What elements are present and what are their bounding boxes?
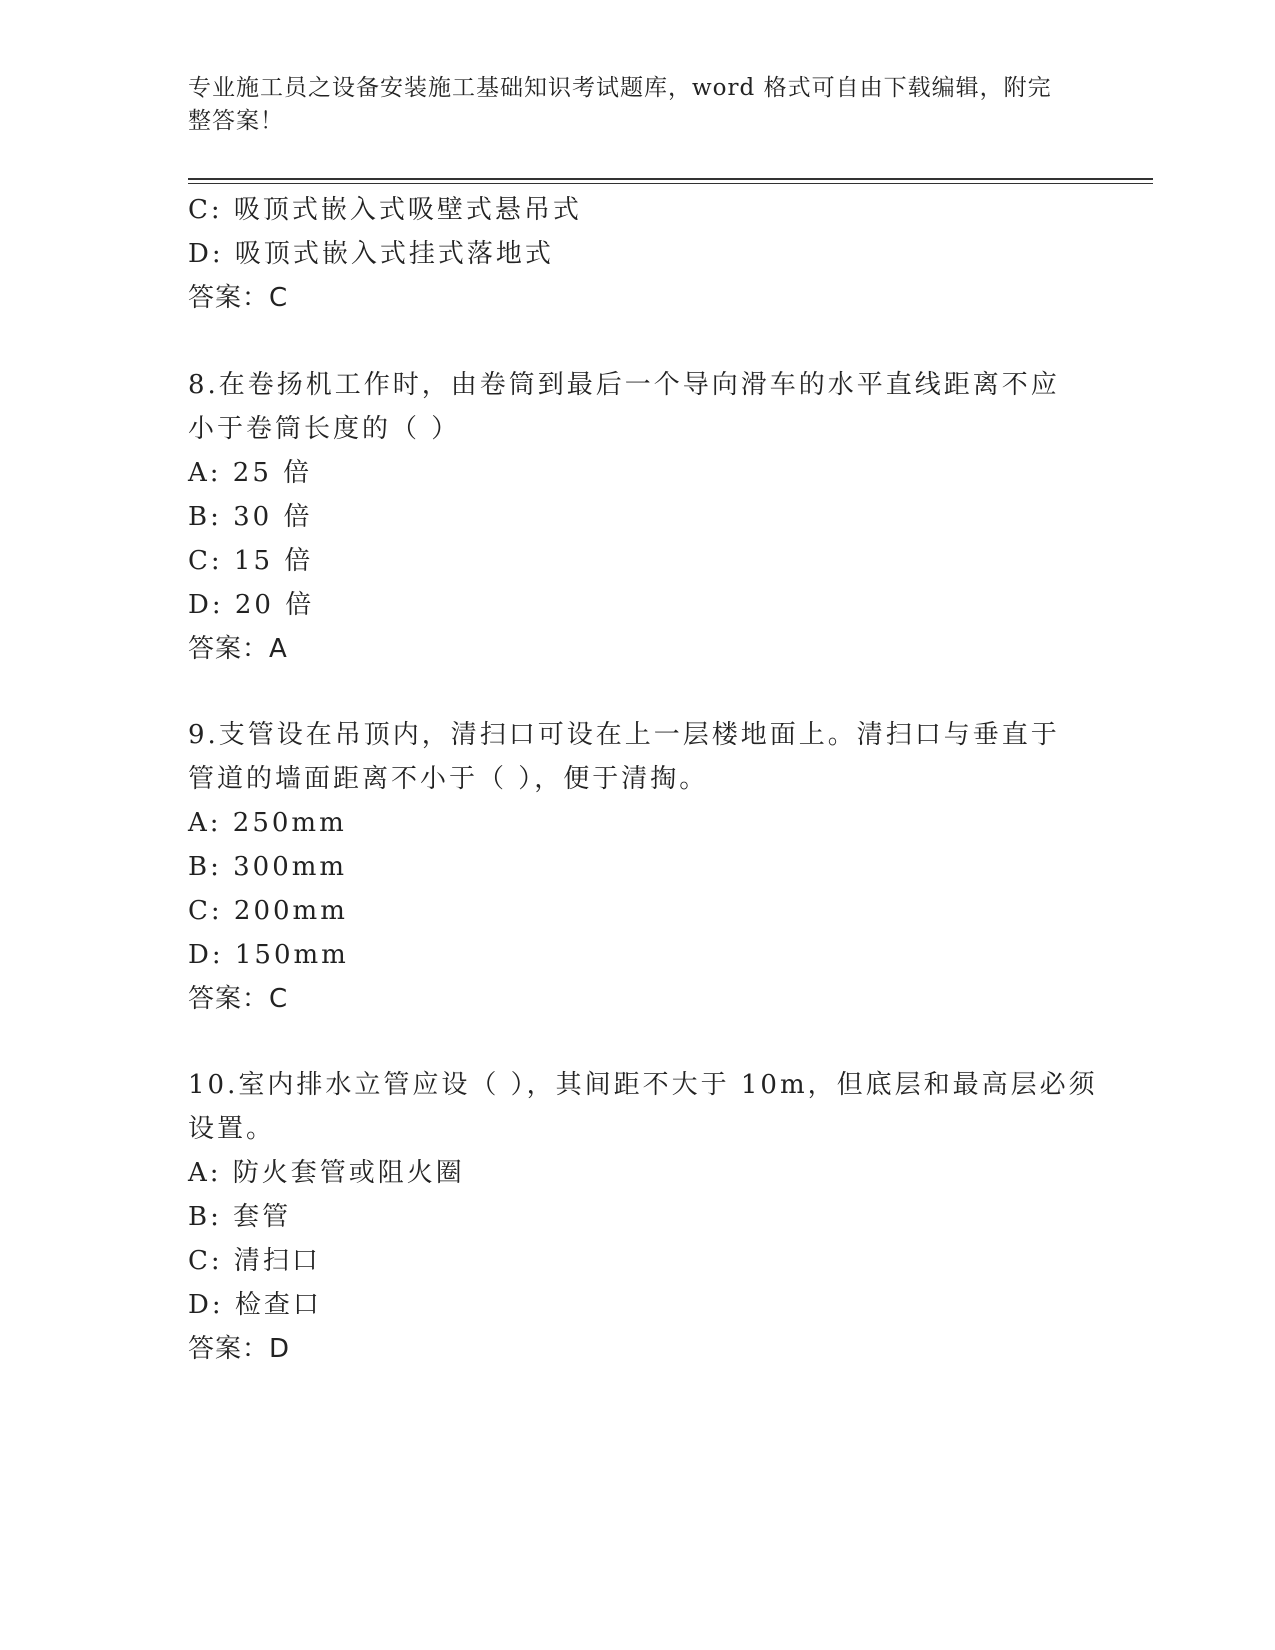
- q8-answer: 答案：A: [188, 634, 288, 664]
- header-title-line-2: 整答案！: [188, 108, 284, 134]
- q10-stem-line-1: 10.室内排水立管应设（ ），其间距不大于 10m，但底层和最高层必须: [188, 1070, 1098, 1100]
- header-divider-thick: [188, 178, 1153, 180]
- q10-option-d: D: 检查口: [188, 1290, 322, 1320]
- header-title-line-1: 专业施工员之设备安装施工基础知识考试题库，word 格式可自由下载编辑，附完: [188, 75, 1052, 101]
- q8-option-d: D: 20 倍: [188, 590, 315, 620]
- q10-stem-line-2: 设置。: [188, 1114, 276, 1144]
- q8-option-b: B: 30 倍: [188, 502, 313, 532]
- header-divider-thin: [188, 183, 1153, 184]
- q8-stem-line-2: 小于卷筒长度的（ ）: [188, 414, 461, 444]
- q10-answer: 答案：D: [188, 1334, 291, 1364]
- q9-option-c: C: 200mm: [188, 896, 348, 926]
- q9-option-a: A: 250mm: [188, 808, 347, 838]
- q9-stem-line-2: 管道的墙面距离不小于（ ），便于清掏。: [188, 764, 709, 794]
- q8-stem-line-1: 8.在卷扬机工作时，由卷筒到最后一个导向滑车的水平直线距离不应: [188, 370, 1060, 400]
- q10-option-b: B: 套管: [188, 1202, 292, 1232]
- q8-option-c: C: 15 倍: [188, 546, 314, 576]
- prev-answer: 答案：C: [188, 283, 289, 313]
- q9-option-d: D: 150mm: [188, 940, 349, 970]
- q10-option-a: A: 防火套管或阻火圈: [188, 1158, 465, 1188]
- prev-option-c: C: 吸顶式嵌入式吸壁式悬吊式: [188, 195, 582, 225]
- q10-option-c: C: 清扫口: [188, 1246, 321, 1276]
- q9-answer: 答案：C: [188, 984, 289, 1014]
- q9-stem-line-1: 9.支管设在吊顶内，清扫口可设在上一层楼地面上。清扫口与垂直于: [188, 720, 1060, 750]
- document-header: [188, 72, 1068, 138]
- prev-option-d: D: 吸顶式嵌入式挂式落地式: [188, 239, 554, 269]
- q8-option-a: A: 25 倍: [188, 458, 313, 488]
- q9-option-b: B: 300mm: [188, 852, 348, 882]
